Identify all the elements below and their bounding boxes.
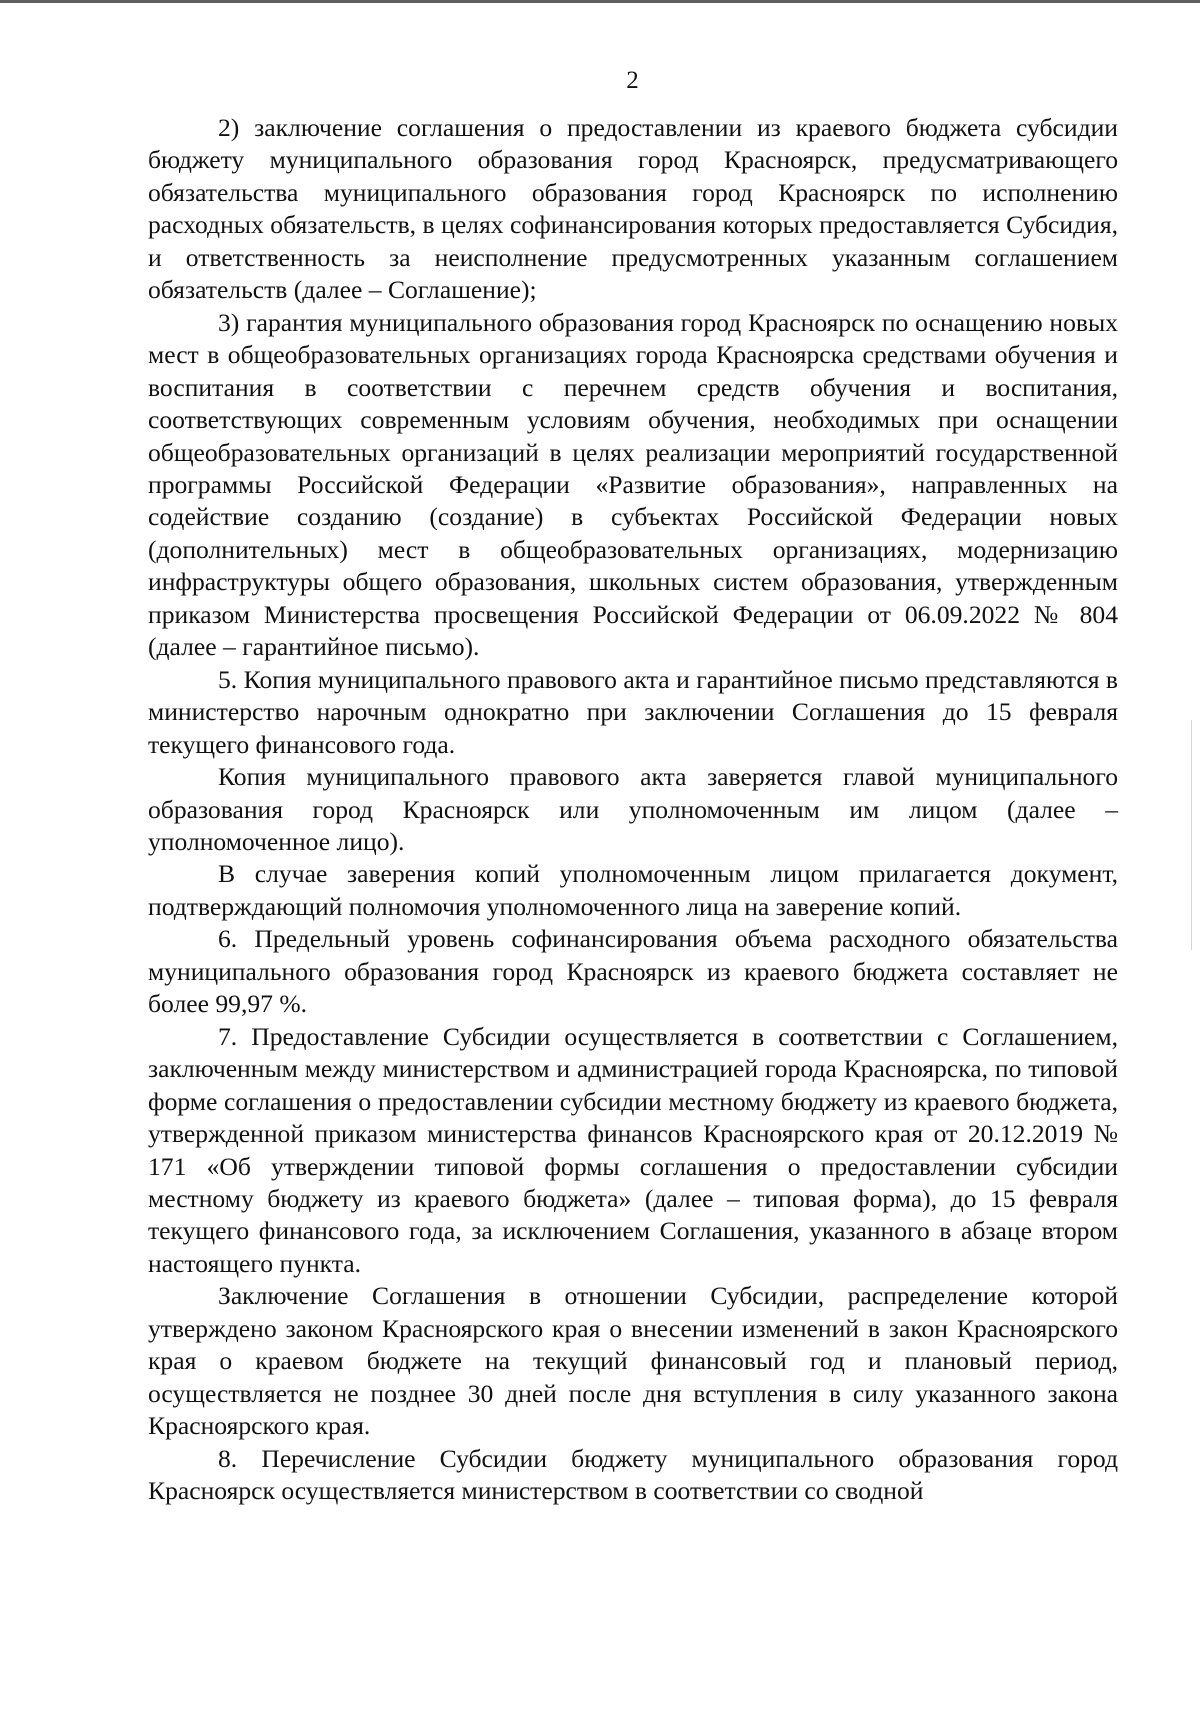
paragraph-copy-certification: Копия муниципального правового акта заверяется главой муниципального образования город Красноярск или уполномоченным им лицом (далее – уполномоченное лицо). — [148, 762, 1118, 856]
paragraph-2-agreement: 2) заключение соглашения о предоставлении из краевого бюджета субсидии бюджету муниципального образования город Красноярск, предусматривающего обязательства муниципального образования город Красноярск по исполнению расходных обязательств, в целях софинансирования которых предоставляется Субсидия, и ответственность за неисполнение предусмотренных указанным соглашением обязательств (далее – Соглашение); — [148, 113, 1118, 305]
paragraph-6-cofinancing-level: 6. Предельный уровень софинансирования объема расходного обязательства муниципального образования город Красноярск из краевого бюджета составляет не более 99,97 %. — [148, 924, 1118, 1019]
page-number: 2 — [626, 67, 639, 94]
paragraph-agreement-deadline: Заключение Соглашения в отношении Субсидии, распределение которой утверждено законом Красноярского края о внесении изменений в закон Красноярского края о краевом бюджете на текущий финансовый год и плановый период, осуществляется не позднее 30 дней после дня вступления в силу указанного закона Красноярского края. — [148, 1281, 1118, 1441]
paragraph-7-subsidy-provision: 7. Предоставление Субсидии осуществляется в соответствии с Соглашением, заключенным между министерством и администрацией города Красноярска, по типовой форме соглашения о предоставлении субсидии местному бюджету из краевого бюджета, утвержденной приказом министерства финансов Красноярского края от 20.12.2019 № 171 «Об утверждении типовой формы соглашения о предоставлении субсидии местному бюджету из краевого бюджета» (далее – типовая форма), до 15 февраля текущего финансового года, за исключением Соглашения, указанного в абзаце втором настоящего пункта. — [148, 1021, 1118, 1278]
paragraph-authorized-person: В случае заверения копий уполномоченным лицом прилагается документ, подтверждающий полномочия уполномоченного лица на заверение копий. — [148, 859, 1118, 921]
document-body — [148, 112, 1118, 1507]
paragraph-5-copy-submission: 5. Копия муниципального правового акта и гарантийное письмо представляются в министерство нарочным однократно при заключении Соглашения до 15 февраля текущего финансового года. — [148, 664, 1118, 759]
scan-edge-mark — [1191, 720, 1192, 950]
paragraph-8-transfer: 8. Перечисление Субсидии бюджету муниципального образования город Красноярск осуществляется министерством в соответствии со сводной — [148, 1443, 1118, 1506]
paragraph-3-guarantee: 3) гарантия муниципального образования город Красноярск по оснащению новых мест в общеобразовательных организациях города Красноярска средствами обучения и воспитания в соответствии с перечнем средств обучения и воспитания, соответствующих современным условиям обучения, необходимых при оснащении общеобразовательных организаций в целях реализации мероприятий государственной программы Российской Федерации «Развитие образования», направленных на содействие созданию (создание) в субъектах Российской Федерации новых (дополнительных) мест в общеобразовательных организациях, модернизацию инфраструктуры общего образования, школьных систем образования, утвержденным приказом Министерства просвещения Российской Федерации от 06.09.2022 № 804 (далее – гарантийное письмо). — [148, 307, 1118, 662]
top-scan-border — [0, 0, 1200, 3]
